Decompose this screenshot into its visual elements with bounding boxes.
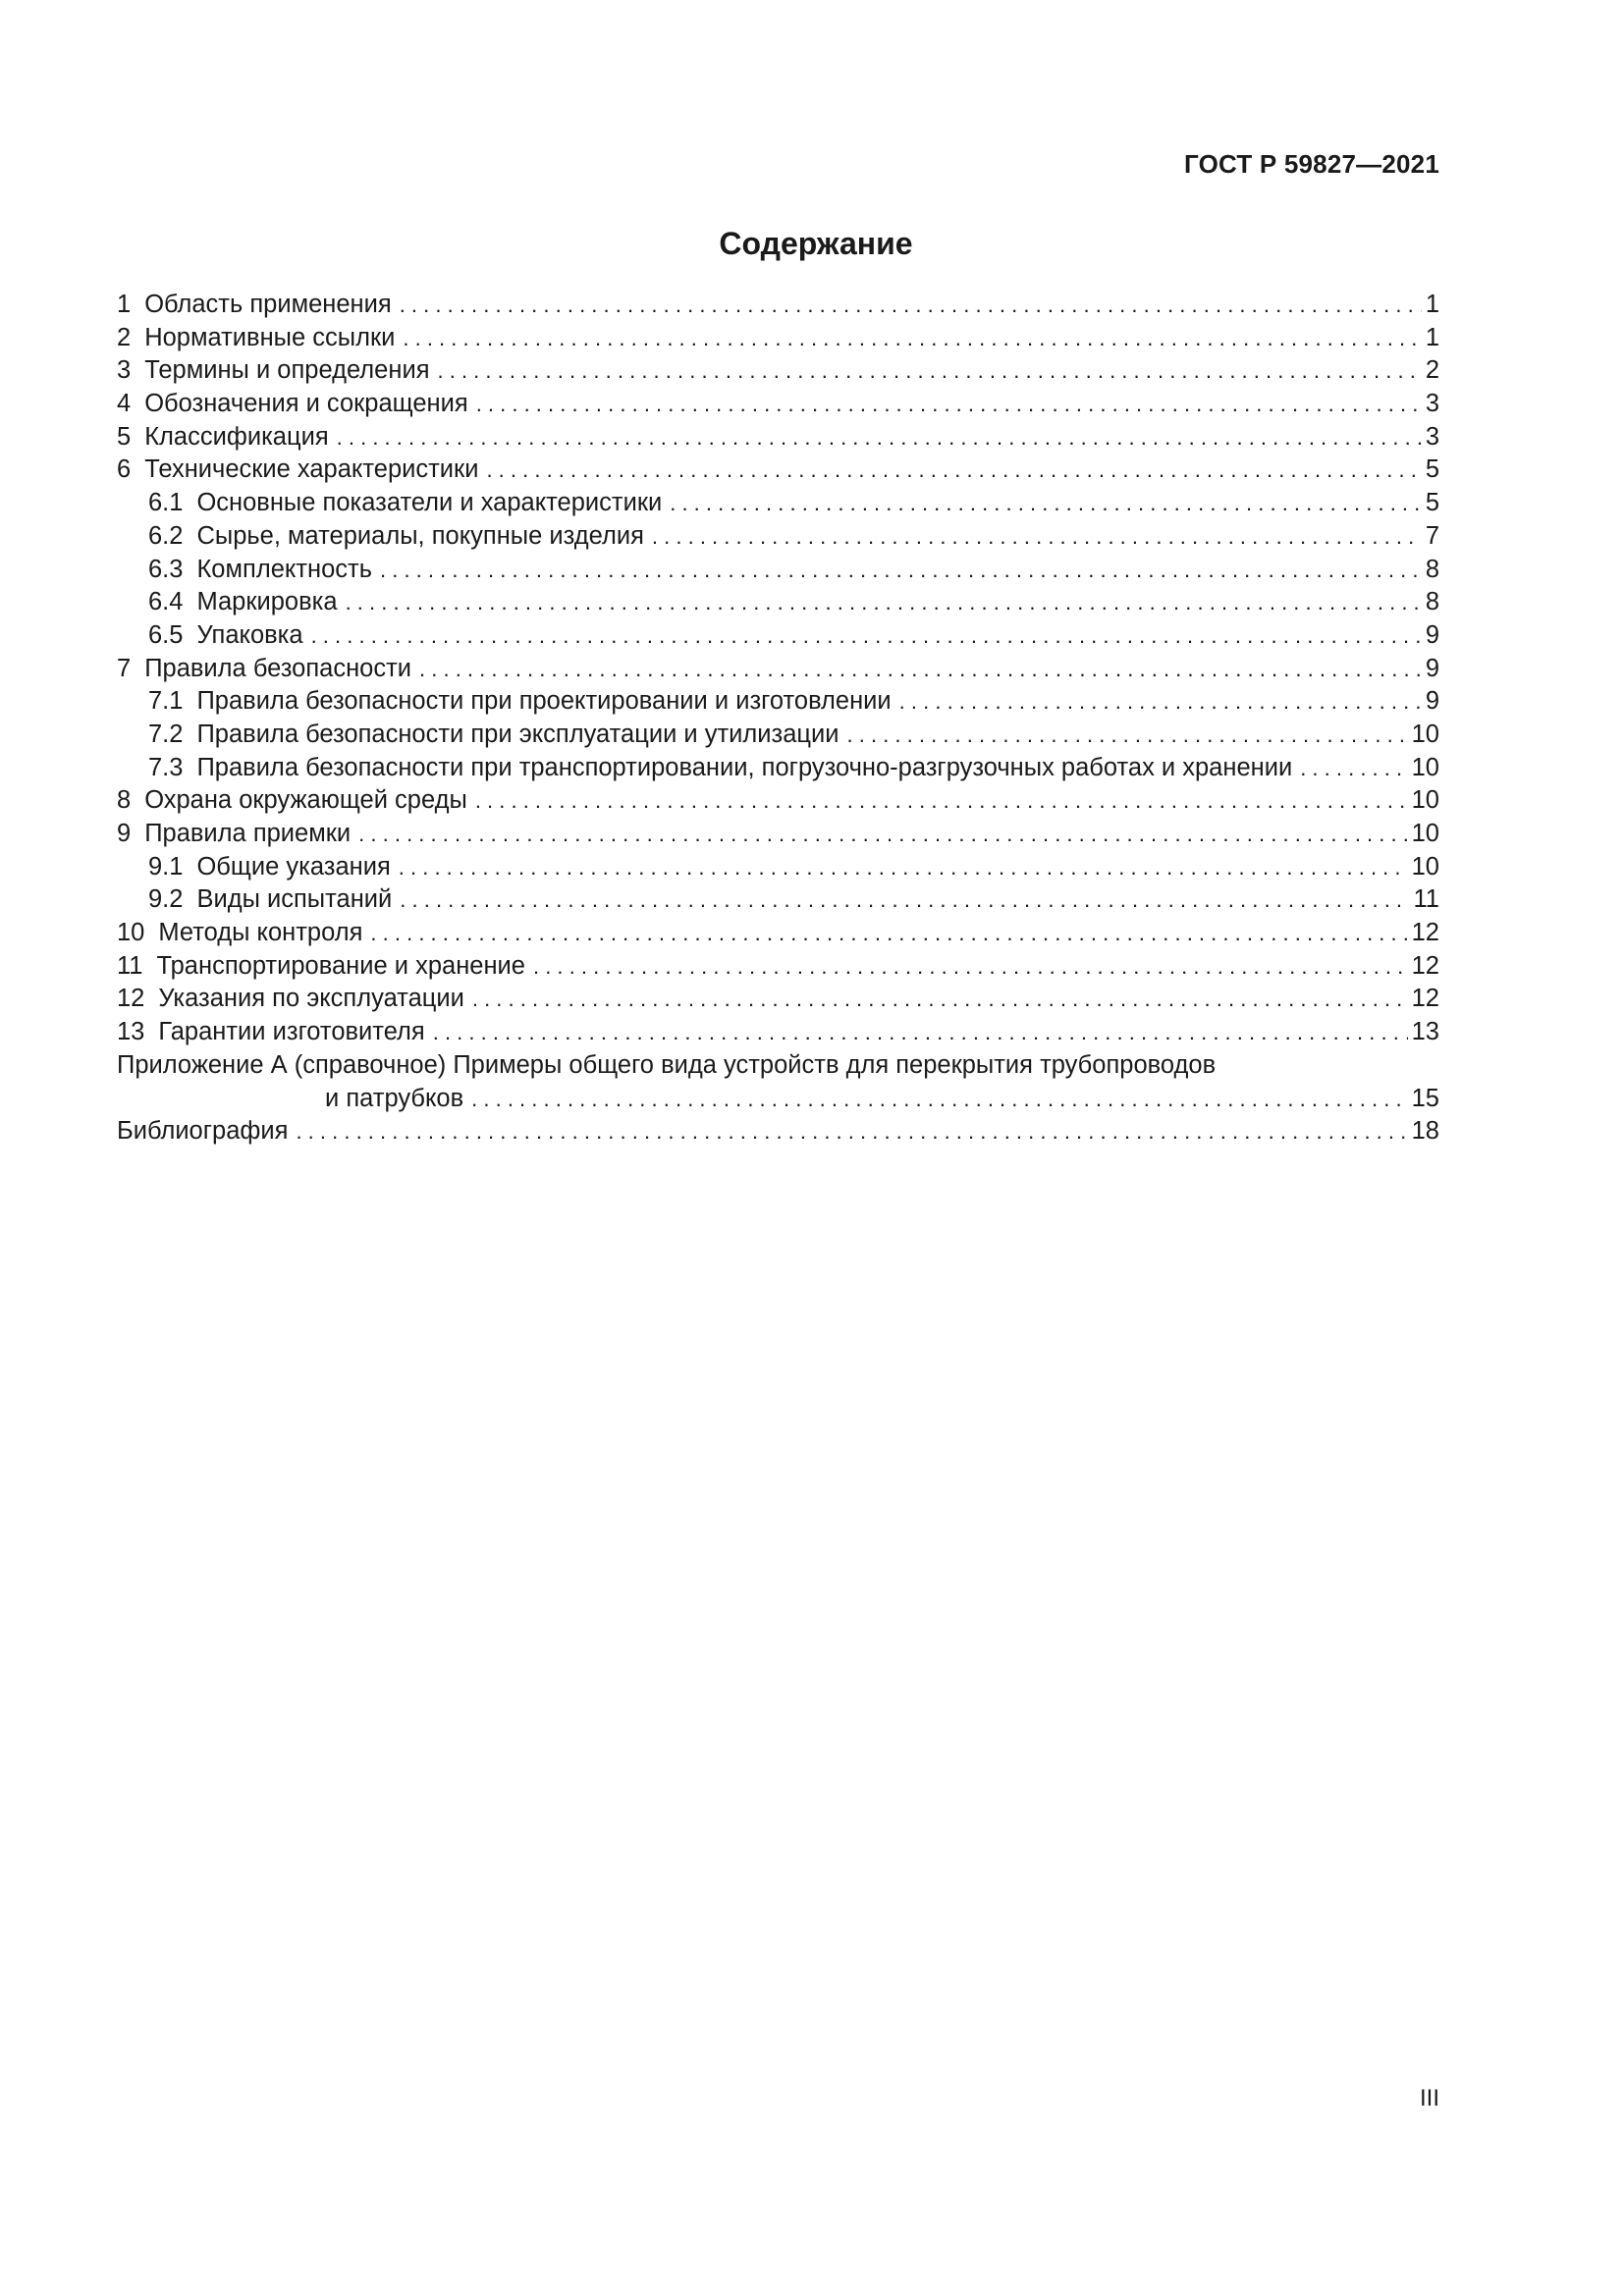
toc-entry-number: 6.4 — [148, 588, 184, 616]
toc-entry-label — [117, 454, 478, 487]
dot-leader — [370, 917, 1407, 950]
dot-leader — [899, 685, 1422, 719]
toc-entry-title: Правила безопасности при проектировании и изготовлении — [196, 687, 892, 716]
toc-entry-number: 11 — [117, 951, 143, 980]
toc-entry-title: Обозначения и сокращения — [144, 390, 468, 418]
toc-entry-number: 8 — [117, 786, 132, 815]
toc-entry-label — [117, 388, 468, 421]
toc-entry[interactable] — [117, 752, 1439, 785]
toc-entry-title: Охрана окружающей среды — [144, 786, 467, 815]
toc-entry-page: 12 — [1411, 919, 1439, 947]
toc-entry-label — [117, 619, 303, 653]
toc-entry-label — [117, 784, 467, 818]
dot-leader — [403, 322, 1421, 355]
toc-entry-title: Виды испытаний — [196, 885, 393, 914]
toc-entry-page: 11 — [1413, 885, 1439, 914]
toc-entry-label — [117, 487, 662, 520]
toc-entry-page: 9 — [1425, 620, 1439, 649]
toc-entry-page: 8 — [1425, 588, 1439, 616]
toc-entry[interactable] — [117, 487, 1439, 520]
toc-entry-page: 10 — [1411, 720, 1439, 748]
dot-leader — [476, 388, 1422, 421]
toc-entry-number: 6.5 — [148, 620, 184, 649]
toc-annex-title-line[interactable] — [117, 1049, 1439, 1083]
dot-leader — [400, 883, 1409, 917]
toc-entry-title: Правила безопасности при эксплуатации и утилизации — [196, 720, 839, 748]
toc-entry-page: 10 — [1411, 852, 1439, 881]
toc-entry-page: 7 — [1425, 521, 1439, 550]
dot-leader — [475, 784, 1408, 818]
toc-entry-page: 5 — [1425, 489, 1439, 517]
dot-leader — [400, 289, 1422, 322]
toc-entry-title: Общие указания — [196, 852, 391, 881]
toc-entry-title: Комплектность — [196, 555, 372, 583]
toc-entry-title: Гарантии изготовителя — [158, 1018, 425, 1046]
toc-entry-number: 4 — [117, 390, 132, 418]
toc-entry-page: 5 — [1425, 455, 1439, 484]
toc-entry-title: Транспортирование и хранение — [156, 951, 525, 980]
toc-entry-title: Технические характеристики — [144, 455, 479, 484]
toc-entry[interactable] — [117, 454, 1439, 487]
toc-entry[interactable] — [117, 983, 1439, 1016]
toc-entry-page: 3 — [1425, 422, 1439, 451]
toc-entry-label — [117, 322, 395, 355]
table-of-contents — [117, 289, 1439, 1148]
toc-entry[interactable] — [117, 784, 1439, 818]
toc-entry-page: 10 — [1411, 820, 1439, 847]
toc-entry[interactable] — [117, 719, 1439, 752]
toc-entry-label — [117, 1016, 425, 1049]
toc-entry[interactable] — [117, 586, 1439, 619]
toc-entry-title: Методы контроля — [158, 919, 363, 947]
toc-entry-page: 10 — [1411, 786, 1439, 815]
toc-entry-page: 3 — [1425, 390, 1439, 418]
toc-entry-number: 6.2 — [148, 521, 184, 550]
toc-entry-page: 13 — [1411, 1018, 1439, 1046]
toc-entry[interactable] — [117, 851, 1439, 884]
dot-leader — [652, 520, 1422, 554]
toc-entry-label — [117, 354, 430, 388]
toc-entry-label — [117, 883, 392, 917]
toc-annex-label: Приложение А (справочное) Примеры общего вида устройств для перекрытия трубопроводов — [117, 1050, 1217, 1079]
toc-entry[interactable] — [117, 685, 1439, 719]
toc-entry[interactable] — [117, 950, 1439, 984]
dot-leader — [433, 1016, 1408, 1049]
toc-entry-label — [117, 685, 892, 719]
toc-entry-number: 2 — [117, 323, 132, 351]
toc-entry-title: Область применения — [144, 291, 392, 318]
toc-entry[interactable] — [117, 883, 1439, 917]
toc-entry-number: 9 — [117, 820, 132, 847]
toc-entry[interactable] — [117, 354, 1439, 388]
toc-entry[interactable] — [117, 322, 1439, 355]
toc-entry[interactable] — [117, 818, 1439, 851]
toc-entry-page: 12 — [1411, 985, 1439, 1013]
toc-entry-label — [117, 752, 1292, 785]
dot-leader — [358, 818, 1407, 851]
toc-annex-label-cont: и патрубков — [325, 1084, 464, 1112]
toc-entry-title: Упаковка — [196, 620, 303, 649]
page-number: III — [1419, 2085, 1439, 2111]
toc-entry[interactable] — [117, 619, 1439, 653]
toc-annex-page: 15 — [1411, 1084, 1439, 1112]
dot-leader — [337, 421, 1422, 454]
toc-entry-number: 9.1 — [148, 852, 184, 881]
toc-entry-title: Правила безопасности при транспортировании, погрузочно-разгрузочных работах и хранении — [196, 753, 1293, 781]
dot-leader — [346, 586, 1422, 619]
toc-entry-number: 7.2 — [148, 720, 184, 748]
dot-leader — [296, 1115, 1407, 1148]
dot-leader — [472, 983, 1408, 1016]
toc-entry-page: 2 — [1425, 356, 1439, 385]
toc-entry-number: 3 — [117, 356, 132, 385]
toc-entry-page: 12 — [1411, 951, 1439, 980]
toc-entry-label — [117, 586, 338, 619]
toc-entry-number: 5 — [117, 422, 132, 451]
toc-entry-page: 9 — [1425, 654, 1439, 682]
toc-entry[interactable] — [117, 520, 1439, 554]
toc-entry-label — [117, 653, 411, 686]
toc-entry-title: Указания по эксплуатации — [158, 985, 464, 1013]
toc-entry[interactable] — [117, 1016, 1439, 1049]
toc-entry-label — [117, 289, 392, 322]
toc-entry[interactable] — [117, 421, 1439, 454]
toc-bibliography-page: 18 — [1411, 1117, 1439, 1146]
toc-entry[interactable] — [117, 653, 1439, 686]
toc-entry-title: Основные показатели и характеристики — [196, 489, 663, 517]
toc-entry-page: 1 — [1425, 323, 1439, 351]
dot-leader — [380, 554, 1422, 587]
toc-entry-number: 13 — [117, 1018, 145, 1046]
dot-leader — [471, 1083, 1407, 1116]
toc-entry-label — [117, 950, 525, 984]
toc-entry-number: 7.3 — [148, 753, 184, 781]
toc-entry-number: 7.1 — [148, 687, 184, 716]
page-title: Содержание — [719, 226, 913, 261]
dot-leader — [399, 851, 1408, 884]
toc-entry-page: 1 — [1425, 291, 1439, 318]
dot-leader — [670, 487, 1422, 520]
toc-entry-label — [117, 917, 362, 950]
toc-entry-title: Классификация — [144, 422, 329, 451]
dot-leader — [1300, 752, 1407, 785]
toc-entry-page: 9 — [1425, 687, 1439, 716]
dot-leader — [438, 354, 1422, 388]
toc-entry-label — [117, 851, 391, 884]
dot-leader — [847, 719, 1408, 752]
toc-bibliography-label: Библиография — [117, 1117, 289, 1146]
dot-leader — [419, 653, 1422, 686]
toc-entry-number: 7 — [117, 654, 132, 682]
toc-entries — [117, 289, 1439, 1049]
toc-entry[interactable] — [117, 388, 1439, 421]
toc-entry-title: Нормативные ссылки — [144, 323, 396, 351]
toc-entry-number: 1 — [117, 291, 132, 318]
toc-bibliography[interactable] — [117, 1115, 1439, 1148]
toc-entry-number: 10 — [117, 919, 145, 947]
toc-entry-label — [117, 421, 329, 454]
toc-entry[interactable] — [117, 917, 1439, 950]
toc-entry-number: 6 — [117, 455, 132, 484]
toc-entry-page: 8 — [1425, 555, 1439, 583]
toc-entry-number: 9.2 — [148, 885, 184, 914]
toc-entry-title: Правила приемки — [144, 820, 352, 847]
toc-entry-page: 10 — [1411, 753, 1439, 781]
toc-entry-label — [117, 818, 351, 851]
toc-entry-label — [117, 719, 839, 752]
toc-entry[interactable] — [117, 289, 1439, 322]
document-code: ГОСТ Р 59827—2021 — [1184, 149, 1439, 179]
dot-leader — [486, 454, 1421, 487]
toc-annex-continuation[interactable] — [117, 1083, 1439, 1116]
dot-leader — [311, 619, 1422, 653]
toc-entry-number: 6.3 — [148, 555, 184, 583]
dot-leader — [533, 950, 1408, 984]
toc-entry-title: Термины и определения — [144, 356, 430, 385]
toc-entry-title: Маркировка — [196, 588, 338, 616]
toc-entry-number: 6.1 — [148, 489, 184, 517]
toc-entry-title: Правила безопасности — [144, 654, 412, 682]
toc-entry-label — [117, 554, 372, 587]
toc-entry-number: 12 — [117, 985, 145, 1013]
toc-entry[interactable] — [117, 554, 1439, 587]
toc-entry-label — [117, 520, 644, 554]
toc-entry-label — [117, 983, 464, 1016]
toc-entry-title: Сырье, материалы, покупные изделия — [196, 521, 644, 550]
